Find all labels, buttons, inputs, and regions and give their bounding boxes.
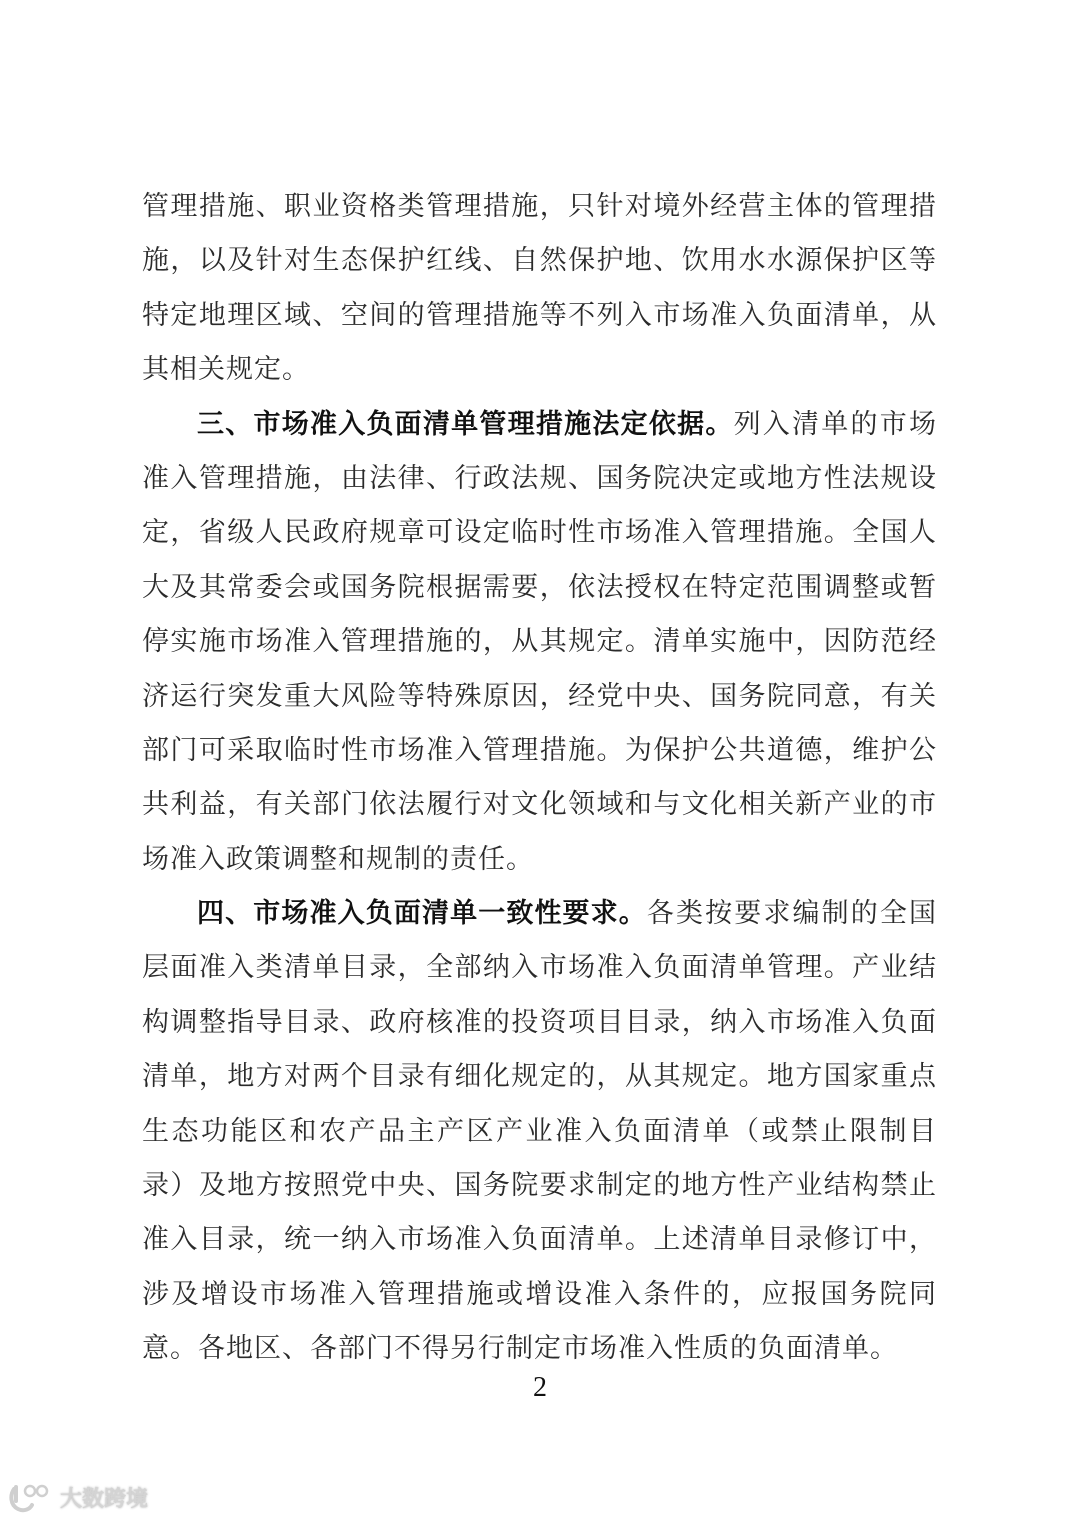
text-line: 管理措施、职业资格类管理措施，只针对境外经营主体的管理措	[142, 191, 937, 222]
text-line: 准入管理措施，由法律、行政法规、国务院决定或地方性法规设	[142, 462, 937, 494]
text-run: 列入清单的市场	[733, 408, 938, 440]
text-line: 施，以及针对生态保护红线、自然保护地、饮用水水源保护区等	[142, 245, 937, 277]
text-line: 清单，地方对两个目录有细化规定的，从其规定。地方国家重点	[142, 1061, 937, 1093]
section-three-heading: 三、市场准入负面清单管理措施法定依据。	[197, 408, 734, 440]
text-line: 涉及增设市场准入管理措施或增设准入条件的，应报国务院同	[142, 1278, 937, 1310]
page-number: 2	[533, 1372, 547, 1403]
kuajing-logo-icon	[8, 1483, 54, 1513]
watermark	[8, 1482, 148, 1513]
text-line: 停实施市场准入管理措施的，从其规定。清单实施中，因防范经	[142, 626, 937, 658]
text-line: 准入目录，统一纳入市场准入负面清单。上述清单目录修订中，	[142, 1224, 937, 1256]
text-line: 层面准入类清单目录，全部纳入市场准入负面清单管理。产业结	[142, 952, 937, 984]
text-line: 定，省级人民政府规章可设定临时性市场准入管理措施。全国人	[142, 517, 937, 549]
text-line: 构调整指导目录、政府核准的投资项目目录，纳入市场准入负面	[142, 1006, 937, 1038]
text-line: 录）及地方按照党中央、国务院要求制定的地方性产业结构禁止	[142, 1170, 937, 1202]
text-line	[142, 887, 937, 941]
document-body	[142, 180, 937, 1377]
section-four-paragraph	[142, 887, 937, 1377]
text-line: 意。各地区、各部门不得另行制定市场准入性质的负面清单。	[142, 1333, 898, 1365]
text-line: 济运行突发重大风险等特殊原因，经党中央、国务院同意，有关	[142, 680, 937, 712]
section-four-heading: 四、市场准入负面清单一致性要求。	[197, 898, 647, 930]
paragraph-continuation	[142, 180, 937, 398]
text-line: 特定地理区域、空间的管理措施等不列入市场准入负面清单，从	[142, 299, 937, 331]
section-three-paragraph	[142, 398, 937, 888]
text-line: 生态功能区和农产品主产区产业准入负面清单（或禁止限制目	[142, 1115, 937, 1147]
text-line: 部门可采取临时性市场准入管理措施。为保护公共道德，维护公	[142, 734, 937, 766]
text-line	[142, 398, 937, 452]
text-line: 其相关规定。	[142, 354, 310, 386]
text-line: 场准入政策调整和规制的责任。	[142, 843, 534, 875]
text-line: 大及其常委会或国务院根据需要，依法授权在特定范围调整或暂	[142, 571, 937, 603]
text-run: 各类按要求编制的全国	[646, 898, 938, 930]
watermark-text: 大数跨境	[60, 1487, 149, 1512]
text-line: 共利益，有关部门依法履行对文化领域和与文化相关新产业的市	[142, 789, 937, 821]
